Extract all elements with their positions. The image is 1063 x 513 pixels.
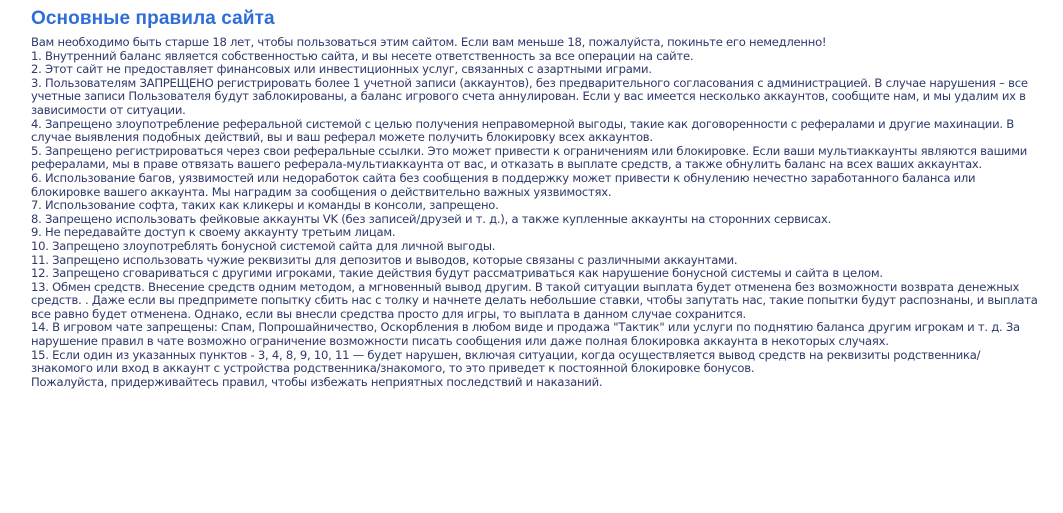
rule-item-2: 2. Этот сайт не предоставляет финансовых или инвестиционных услуг, связанных с азартными играми. bbox=[31, 62, 652, 77]
rule-item-12: 12. Запрещено сговариваться с другими игроками, такие действия будут рассматриваться как нарушение бонусной системы и сайта в целом. bbox=[31, 266, 883, 281]
closing-note: Пожалуйста, придерживайтесь правил, чтобы избежать неприятных последствий и наказаний. bbox=[31, 374, 603, 389]
rule-item-4: 4. Запрещено злоупотребление реферальной системой с целью получения неправомерной выгоды, такие как договоренности с рефералами и другие махинации. В случае выявления подобных действий, вы и ваш реферал можете получить блокировку всех аккаунтов. bbox=[31, 116, 1014, 145]
rules-text bbox=[31, 36, 1041, 389]
page-title: Основные правила сайта bbox=[31, 8, 275, 29]
rule-item-9: 9. Не передавайте доступ к своему аккаунту третьим лицам. bbox=[31, 225, 396, 240]
rule-item-15: 15. Если один из указанных пунктов - 3, 4, 8, 9, 10, 11 — будет нарушен, включая ситуации, когда осуществляется вывод средств на реквизиты родственника/знакомого или вход в аккаунт с устройства родственника/знакомого, то это приведет к постоянной блокировке бонусов. bbox=[31, 347, 981, 376]
rule-item-13: 13. Обмен средств. Внесение средств одним методом, а мгновенный вывод другим. В такой ситуации выплата будет отменена без возможности возврата денежных средств. . Даже если вы предпримете попытку сбить нас с толку и начнете делать небольшие ставки, чтобы запутать нас, такие попытки будут распознаны, и выплата все равно будет отменена. Однако, если вы внесли средства просто для игры, то выплата в данном случае сохранится. bbox=[31, 279, 1038, 321]
rule-item-10: 10. Запрещено злоупотреблять бонусной системой сайта для личной выгоды. bbox=[31, 238, 496, 253]
rule-item-3: 3. Пользователям ЗАПРЕЩЕНО регистрировать более 1 учетной записи (аккаунтов), без предварительного согласования с администрацией. В случае нарушения – все учетные записи Пользователя будут заблокированы, а баланс игрового счета аннулирован. Если у вас имеется несколько аккаунтов, сообщите нам, и мы удалим их в зависимости от ситуации. bbox=[31, 75, 1028, 117]
rule-item-14: 14. В игровом чате запрещены: Спам, Попрошайничество, Оскорбления в любом виде и продажа "Тактик" или услуги по поднятию баланса другим игрокам и т. д. За нарушение правил в чате возможно ограничение возможности писать сообщения или даже полная блокировка аккаунта в некоторых случаях. bbox=[31, 320, 1020, 349]
rules-page bbox=[31, 6, 1041, 389]
rule-item-6: 6. Использование багов, уязвимостей или недоработок сайта без сообщения в поддержку может привести к обнулению нечестно заработанного баланса или блокировке вашего аккаунта. Мы наградим за сообщения о действительно важных уязвимостях. bbox=[31, 170, 976, 199]
rule-item-8: 8. Запрещено использовать фейковые аккаунты VK (без записей/друзей и т. д.), а также купленные аккаунты на сторонних сервисах. bbox=[31, 211, 832, 226]
rule-item-11: 11. Запрещено использовать чужие реквизиты для депозитов и выводов, которые связаны с различными аккаунтами. bbox=[31, 252, 738, 267]
age-notice: Вам необходимо быть старше 18 лет, чтобы пользоваться этим сайтом. Если вам меньше 18, пожалуйста, покиньте его немедленно! bbox=[31, 35, 827, 49]
rule-item-5: 5. Запрещено регистрироваться через свои реферальные ссылки. Это может привести к ограничениям или блокировке. Если ваши мультиаккаунты являются вашими рефералами, мы в праве отвязать вашего реферала-мультиаккаунта от вас, и отказать в выплате средств, а также обнулить баланс на всех ваших аккаунтах. bbox=[31, 143, 1027, 172]
rule-item-1: 1. Внутренний баланс является собственностью сайта, и вы несете ответственность за все операции на сайте. bbox=[31, 48, 694, 63]
rule-item-7: 7. Использование софта, таких как кликеры и команды в консоли, запрещено. bbox=[31, 198, 499, 213]
